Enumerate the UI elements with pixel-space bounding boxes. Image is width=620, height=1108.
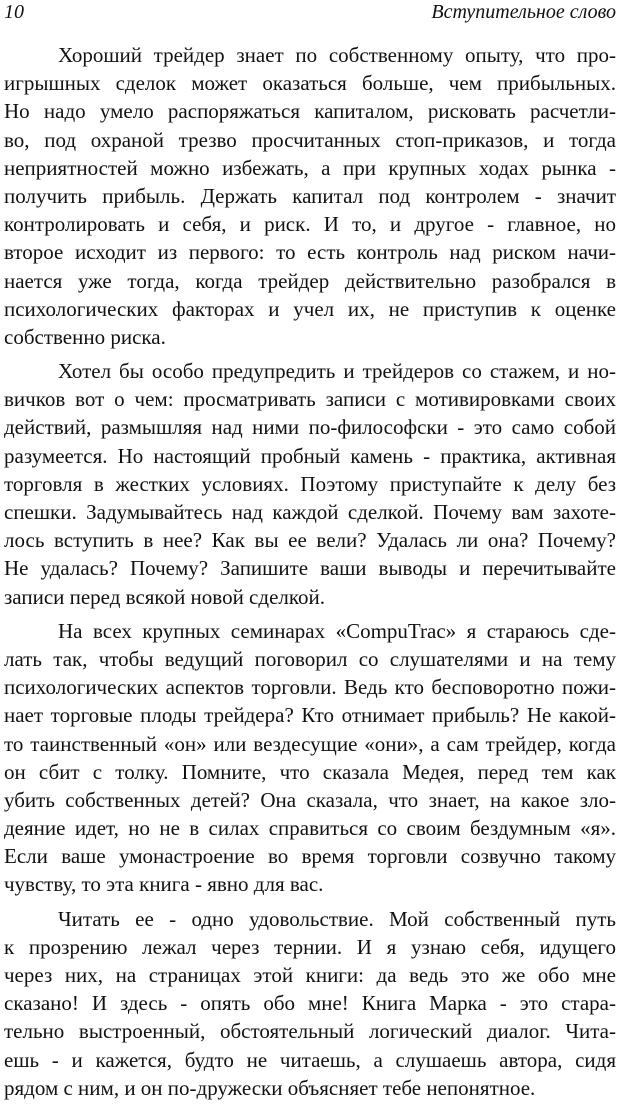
paragraph	[4, 357, 616, 611]
text-line: контролировать и себя, и риск. И то, и другое - главное, но	[4, 212, 616, 237]
text-line: психологических факторах и учел их, не приступив к оценке	[4, 296, 616, 321]
text-line: через них, на страницах этой книги: да ведь это же обо мне	[4, 963, 616, 987]
running-title: Вступительное слово	[431, 1, 616, 23]
text-line: убить собственных детей? Она сказала, что знает, на какое зло-	[4, 787, 616, 812]
text-line: рядом с ним, и он по-дружески объясняет тебе непонятное.	[4, 1075, 536, 1100]
text-line: получить прибыль. Держать капитал под контролем - значит	[4, 183, 616, 208]
text-line: второе исходит из первого: то есть контроль над риском начи-	[4, 240, 616, 265]
text-line: ешь - и кажется, будто не читаешь, а слушаешь автора, сидя	[4, 1047, 616, 1072]
text-line: действий, размышляя над ними по-философски - это само собой	[4, 415, 616, 440]
page-header	[4, 0, 616, 28]
text-line: во, под охраной трезво просчитанных стоп-приказов, и тогда	[4, 127, 616, 152]
text-line: тельно выстроенный, обстоятельный логический диалог. Чита-	[4, 1019, 616, 1044]
text-line: психологических аспектов торговли. Ведь кто бесповоротно пожи-	[4, 675, 616, 700]
text-line: разумеется. Но настоящий пробный камень - практика, активная	[4, 443, 616, 468]
paragraph	[4, 905, 616, 1102]
text-line: сказано! И здесь - опять обо мне! Книга Марка - это стара-	[4, 991, 616, 1016]
text-line: неприятностей можно избежать, а при крупных ходах рынка -	[4, 155, 616, 180]
body-text	[4, 41, 616, 1108]
text-line: он сбит с толку. Помните, что сказала Медея, перед тем как	[4, 759, 616, 784]
text-line: то таинственный «он» или вездесущие «они», а сам трейдер, когда	[4, 731, 616, 756]
paragraph	[4, 617, 616, 899]
text-line: лось вступить в нее? Как вы ее вели? Удалась ли она? Почему?	[4, 528, 616, 553]
text-line: лать так, чтобы ведущий поговорил со слушателями и на тему	[4, 646, 616, 671]
text-line: записи перед всякой новой сделкой.	[4, 584, 325, 609]
text-line: игрышных сделок может оказаться больше, чем прибыльных.	[4, 71, 616, 96]
page-number: 10	[4, 1, 24, 23]
text-line: Не удалась? Почему? Запишите ваши выводы и перечитывайте	[4, 556, 616, 581]
text-line: торговля в жестких условиях. Поэтому приступайте к делу без	[4, 471, 616, 496]
text-line: вичков вот о чем: просматривать записи с мотивировками своих	[4, 387, 616, 412]
text-line: нает торговые плоды трейдера? Кто отнимает прибыль? Не какой-	[4, 703, 616, 728]
text-line: Читать ее - одно удовольствие. Мой собственный путь	[58, 906, 616, 931]
text-line: деяние идет, но не в силах справиться со своим бездумным «я».	[4, 816, 616, 841]
text-line: На всех крупных семинарах «CompuTrac» я стараюсь сде-	[58, 618, 616, 643]
text-line: чувству, то эта книга - явно для вас.	[4, 872, 324, 897]
text-line: Но надо умело распоряжаться капиталом, рисковать расчетли-	[4, 99, 616, 124]
text-line: к прозрению лежал через тернии. И я узнаю себя, идущего	[4, 934, 616, 959]
text-line: Если ваше умонастроение во время торговли созвучно такому	[4, 844, 616, 869]
text-line: собственно риска.	[4, 324, 166, 349]
text-line: нается уже тогда, когда трейдер действительно разобрался в	[4, 268, 616, 293]
text-line: Хороший трейдер знает по собственному опыту, что про-	[58, 43, 616, 67]
text-line: спешки. Задумывайтесь над каждой сделкой. Почему вам захоте-	[4, 500, 616, 524]
paragraph	[4, 41, 616, 351]
text-line: Хотел бы особо предупредить и трейдеров со стажем, и но-	[58, 359, 616, 384]
